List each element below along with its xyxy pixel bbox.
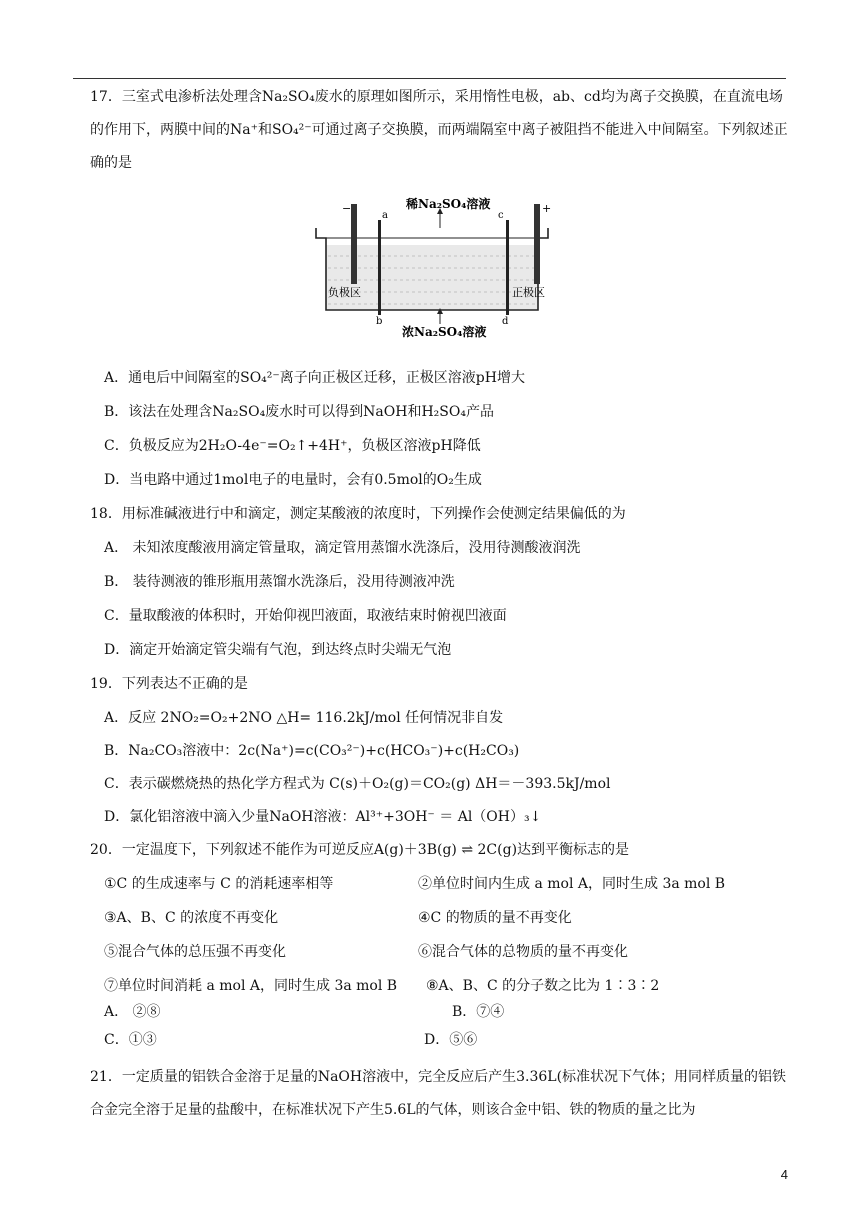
q18-option-d: D．滴定开始滴定管尖端有气泡，到达终点时尖端无气泡 — [104, 642, 452, 658]
bottom-solution-label: 浓Na₂SO₄溶液 — [402, 325, 487, 339]
q20-item-2: ②单位时间内生成 a mol A，同时生成 3a mol B — [418, 876, 726, 892]
question-18-stem: 18．用标准碱液进行中和滴定，测定某酸液的浓度时，下列操作会使测定结果偏低的为 — [90, 506, 626, 522]
negative-region-label: 负极区 — [328, 286, 361, 299]
page-number: 4 — [780, 1167, 788, 1182]
q20-item-5: ⑤混合气体的总压强不再变化 — [104, 944, 286, 960]
q19-option-c: C．表示碳燃烧热的热化学方程式为 C(s)＋O₂(g)＝CO₂(g) ΔH＝－393.5kJ/mol — [104, 776, 611, 792]
q19-option-d: D．氯化铝溶液中滴入少量NaOH溶液：Al³⁺+3OH⁻ ＝ Al（OH）₃↓ — [104, 809, 542, 825]
question-21-stem: 21．一定质量的铝铁合金溶于足量的NaOH溶液中，完全反应后产生3.36L(标准状况下气体；用同样质量的铝铁合金完全溶于足量的盐酸中，在标准状况下产生5.6L的气体，则该合金中铝、铁的物质的量之比为 — [90, 1069, 787, 1118]
question-17-stem: 17．三室式电渗析法处理含Na₂SO₄废水的原理如图所示，采用惰性电极，ab、cd均为离子交换膜，在直流电场的作用下，两膜中间的Na⁺和SO₄²⁻可通过离子交换膜，而两端隔室中离子被阻挡不能进入中间隔室。下列叙述正确的是 — [90, 89, 788, 171]
positive-electrode — [534, 204, 540, 284]
q20-item-1: ①C 的生成速率与 C 的消耗速率相等 — [104, 876, 334, 892]
q20-item-7: ⑦单位时间消耗 a mol A，同时生成 3a mol B — [104, 978, 398, 994]
q17-option-c: C．负极反应为2H₂O-4e⁻=O₂↑+4H⁺，负极区溶液pH降低 — [104, 438, 481, 454]
negative-electrode — [351, 204, 357, 284]
q17-option-b: B．该法在处理含Na₂SO₄废水时可以得到NaOH和H₂SO₄产品 — [104, 404, 494, 420]
q19-option-b: B．Na₂CO₃溶液中：2c(Na⁺)=c(CO₃²⁻)+c(HCO₃⁻)+c(H₂CO₃) — [104, 743, 520, 759]
label-d: d — [502, 316, 509, 327]
q17-option-d: D．当电路中通过1mol电子的电量时，会有0.5mol的O₂生成 — [104, 472, 482, 488]
membrane-ab — [378, 220, 381, 315]
plus-sign: + — [542, 202, 552, 215]
label-c: c — [498, 210, 504, 221]
q18-option-b: B． 装待测液的锥形瓶用蒸馏水洗涤后，没用待测液冲洗 — [104, 574, 455, 590]
q18-option-a: A． 未知浓度酸液用滴定管量取，滴定管用蒸馏水洗涤后，没用待测酸液润洗 — [104, 540, 581, 556]
q20-option-b: B．⑦④ — [452, 1004, 505, 1020]
label-b: b — [376, 316, 383, 327]
positive-region-label: 正极区 — [512, 286, 545, 299]
top-solution-label: 稀Na₂SO₄溶液 — [406, 197, 491, 211]
electrodialysis-diagram — [310, 190, 554, 340]
q19-option-a: A．反应 2NO₂=O₂+2NO △H= 116.2kJ/mol 任何情况非自发 — [104, 710, 504, 726]
membrane-cd — [506, 220, 509, 315]
q20-option-a: A． ②⑧ — [104, 1004, 161, 1020]
q20-item-3: ③A、B、C 的浓度不再变化 — [104, 910, 279, 926]
q20-item-8: ⑧A、B、C 的分子数之比为 1∶3∶2 — [426, 978, 660, 994]
question-20-stem: 20．一定温度下，下列叙述不能作为可逆反应A(g)＋3B(g) ⇌ 2C(g)达到平衡标志的是 — [90, 842, 630, 858]
q20-option-c: C．①③ — [104, 1032, 157, 1048]
q20-option-d: D．⑤⑥ — [424, 1032, 478, 1048]
header-rule — [73, 78, 786, 79]
minus-sign: − — [342, 202, 352, 215]
q18-option-c: C．量取酸液的体积时，开始仰视凹液面，取液结束时俯视凹液面 — [104, 608, 507, 624]
q20-item-6: ⑥混合气体的总物质的量不再变化 — [418, 944, 628, 960]
question-19-stem: 19．下列表达不正确的是 — [90, 676, 248, 692]
q20-item-4: ④C 的物质的量不再变化 — [418, 910, 572, 926]
label-a: a — [382, 210, 388, 221]
q17-option-a: A．通电后中间隔室的SO₄²⁻离子向正极区迁移，正极区溶液pH增大 — [104, 370, 525, 386]
